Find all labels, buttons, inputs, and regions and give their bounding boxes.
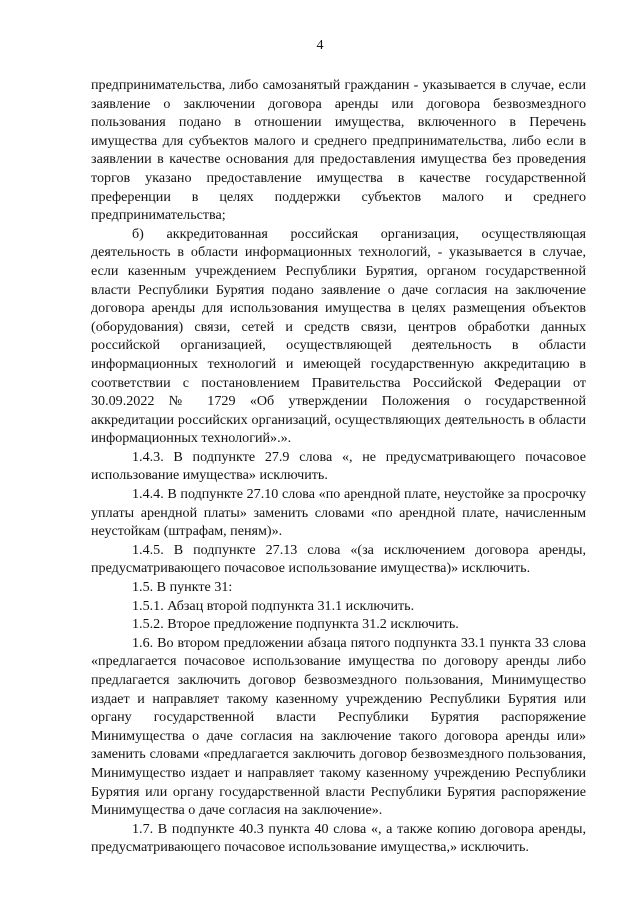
page-number: 4 xyxy=(316,38,324,53)
paragraph-subitem-b: б) аккредитованная российская организация, осуществляющая деятельность в области информационных технологий, - указывается в случае, если казенным учреждением Республики Бурятия, органом государственной власти Республики Бурятия подано заявление о даче согласия на заключение договора аренды для использования имущества в целях размещения объектов (оборудования) связи, сетей и средств связи, центров обработки данных российской организацией, осуществляющей деятельность в области информационных технологий и имеющей государственную аккредитацию в соответствии с постановлением Правительства Российской Федерации от 30.09.2022 № 1729 «Об утверждении Положения о государственной аккредитации российских организаций, осуществляющих деятельность в области информационных технологий».». xyxy=(91,225,586,447)
paragraph-1-5-2: 1.5.2. Второе предложение подпункта 31.2 исключить. xyxy=(132,616,459,633)
paragraph-1-4-3: 1.4.3. В подпункте 27.9 слова «, не предусматривающего почасовое использование имущества» исключить. xyxy=(91,448,586,484)
paragraph-1-5: 1.5. В пункте 31: xyxy=(132,579,233,596)
document-body xyxy=(91,76,586,857)
paragraph-1-4-5: 1.4.5. В подпункте 27.13 слова «(за исключением договора аренды, предусматривающего почасовое использование имущества)» исключить. xyxy=(91,541,586,577)
paragraph-1-7: 1.7. В подпункте 40.3 пункта 40 слова «, а также копию договора аренды, предусматривающего почасовое использование имущества,» исключить. xyxy=(91,820,586,856)
paragraph-1-6: 1.6. Во втором предложении абзаца пятого подпункта 33.1 пункта 33 слова «предлагается почасовое использование имущества по договору аренды либо предлагается заключить договор безвозмездного пользования, Минимущество издает и направляет такому казенному учреждению Республики Бурятия или органу государственной власти Республики Бурятия распоряжение Минимущества о даче согласия на заключение такого договора аренды или» заменить словами «предлагается заключить договор безвозмездного пользования, Минимущество издает и направляет такому казенному учреждению Республики Бурятия или органу государственной власти Республики Бурятия распоряжение Минимущества о даче согласия на заключение». xyxy=(91,634,586,819)
paragraph-continuation: предпринимательства, либо самозанятый гражданин - указывается в случае, если заявление о заключении договора аренды или договора безвозмездного пользования подано в отношении имущества, включенного в Перечень имущества для субъектов малого и среднего предпринимательства, либо если в заявлении в качестве основания для предоставления имущества без проведения торгов указано предоставление имущества в качестве государственной преференции в целях поддержки субъектов малого и среднего предпринимательства; xyxy=(91,77,586,224)
paragraph-1-4-4: 1.4.4. В подпункте 27.10 слова «по арендной плате, неустойке за просрочку уплаты арендной платы» заменить словами «по арендной плате, начисленным неустойкам (штрафам, пеням)». xyxy=(91,486,586,540)
paragraph-1-5-1: 1.5.1. Абзац второй подпункта 31.1 исключить. xyxy=(132,597,415,614)
